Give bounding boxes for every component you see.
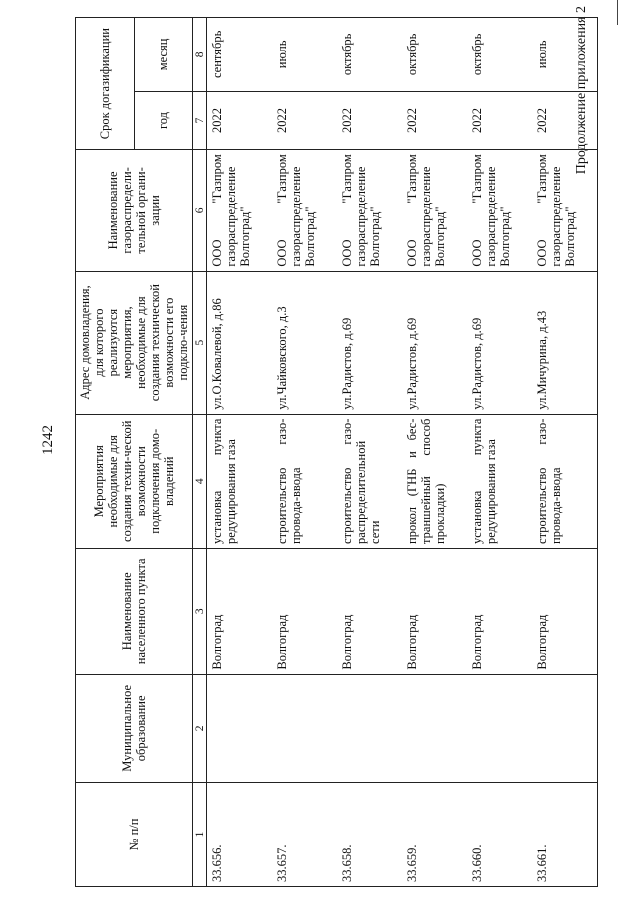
table-row bbox=[207, 18, 273, 887]
row-municipality bbox=[272, 674, 337, 782]
row-num: 33.659. bbox=[402, 782, 467, 886]
row-address: ул.Радистов, д.69 bbox=[467, 271, 532, 414]
row-month: июль bbox=[532, 18, 598, 92]
header-organization: Наименование газораспредели-тельной органи-зации bbox=[76, 150, 193, 271]
column-number: 8 bbox=[193, 18, 207, 92]
table-row bbox=[532, 18, 598, 887]
row-year: 2022 bbox=[467, 91, 532, 150]
row-organization: ООО "Газпром газораспределение Волгоград" bbox=[272, 150, 337, 271]
table-row bbox=[467, 18, 532, 887]
header-deadline: Срок догазификации bbox=[76, 18, 135, 150]
row-year: 2022 bbox=[207, 91, 273, 150]
column-number: 2 bbox=[193, 674, 207, 782]
row-measures: строительство газо-провода-ввода bbox=[532, 414, 598, 548]
row-num: 33.658. bbox=[337, 782, 402, 886]
header-row bbox=[76, 18, 135, 887]
row-measures: установка пункта редуцирования газа bbox=[207, 414, 273, 548]
header-address: Адрес домовладения, для которого реализуются мероприятия, необходимые для создания технической возможности его подклю-чения bbox=[76, 271, 193, 414]
row-num: 33.660. bbox=[467, 782, 532, 886]
row-municipality bbox=[402, 674, 467, 782]
row-address: ул.Радистов, д.69 bbox=[337, 271, 402, 414]
header-measures: Мероприятия необходимые для создания техни-ческой возможности подключения домо-владений bbox=[76, 414, 193, 548]
continuation-label: Продолжение приложения 2 bbox=[574, 6, 589, 175]
row-month: октябрь bbox=[467, 18, 532, 92]
row-address: ул.О.Ковалевой, д.86 bbox=[207, 271, 273, 414]
row-year: 2022 bbox=[402, 91, 467, 150]
row-settlement: Волгоград bbox=[532, 548, 598, 674]
row-address: ул.Мичурина, д.43 bbox=[532, 271, 598, 414]
header-settlement: Наименование населенного пункта bbox=[76, 548, 193, 674]
header-num: № п/п bbox=[76, 782, 193, 886]
row-municipality bbox=[532, 674, 598, 782]
row-organization: ООО "Газпром газораспределение Волгоград" bbox=[467, 150, 532, 271]
column-number: 3 bbox=[193, 548, 207, 674]
row-settlement: Волгоград bbox=[467, 548, 532, 674]
corner-rule bbox=[617, 0, 618, 25]
header-municipality: Муниципальное образование bbox=[76, 674, 193, 782]
table-row bbox=[272, 18, 337, 887]
row-measures: строительство газо-распределительной сети bbox=[337, 414, 402, 548]
header-month: месяц bbox=[134, 18, 193, 92]
row-year: 2022 bbox=[337, 91, 402, 150]
row-month: июль bbox=[272, 18, 337, 92]
column-number: 6 bbox=[193, 150, 207, 271]
row-municipality bbox=[207, 674, 273, 782]
row-settlement: Волгоград bbox=[337, 548, 402, 674]
row-month: октябрь bbox=[402, 18, 467, 92]
gasification-table bbox=[75, 17, 598, 887]
row-month: сентябрь bbox=[207, 18, 273, 92]
row-num: 33.657. bbox=[272, 782, 337, 886]
header-year: год bbox=[134, 91, 193, 150]
row-year: 2022 bbox=[532, 91, 598, 150]
row-organization: ООО "Газпром газораспределение Волгоград" bbox=[207, 150, 273, 271]
row-municipality bbox=[467, 674, 532, 782]
column-number: 4 bbox=[193, 414, 207, 548]
row-settlement: Волгоград bbox=[272, 548, 337, 674]
row-measures: строительство газо-провода-ввода bbox=[272, 414, 337, 548]
row-settlement: Волгоград bbox=[402, 548, 467, 674]
column-number-row bbox=[193, 18, 207, 887]
row-settlement: Волгоград bbox=[207, 548, 273, 674]
table-row bbox=[337, 18, 402, 887]
column-number: 5 bbox=[193, 271, 207, 414]
row-month: октябрь bbox=[337, 18, 402, 92]
row-address: ул.Чайковского, д.3 bbox=[272, 271, 337, 414]
row-municipality bbox=[337, 674, 402, 782]
row-measures: установка пункта редуцирования газа bbox=[467, 414, 532, 548]
row-organization: ООО "Газпром газораспределение Волгоград" bbox=[532, 150, 598, 271]
row-year: 2022 bbox=[272, 91, 337, 150]
row-num: 33.661. bbox=[532, 782, 598, 886]
row-organization: ООО "Газпром газораспределение Волгоград" bbox=[337, 150, 402, 271]
row-address: ул.Радистов, д.69 bbox=[402, 271, 467, 414]
page-number: 1242 bbox=[40, 425, 56, 455]
column-number: 7 bbox=[193, 91, 207, 150]
row-num: 33.656. bbox=[207, 782, 273, 886]
column-number: 1 bbox=[193, 782, 207, 886]
row-measures: прокол (ГНБ и бес-траншейный способ прокладки) bbox=[402, 414, 467, 548]
row-organization: ООО "Газпром газораспределение Волгоград" bbox=[402, 150, 467, 271]
table-row bbox=[402, 18, 467, 887]
